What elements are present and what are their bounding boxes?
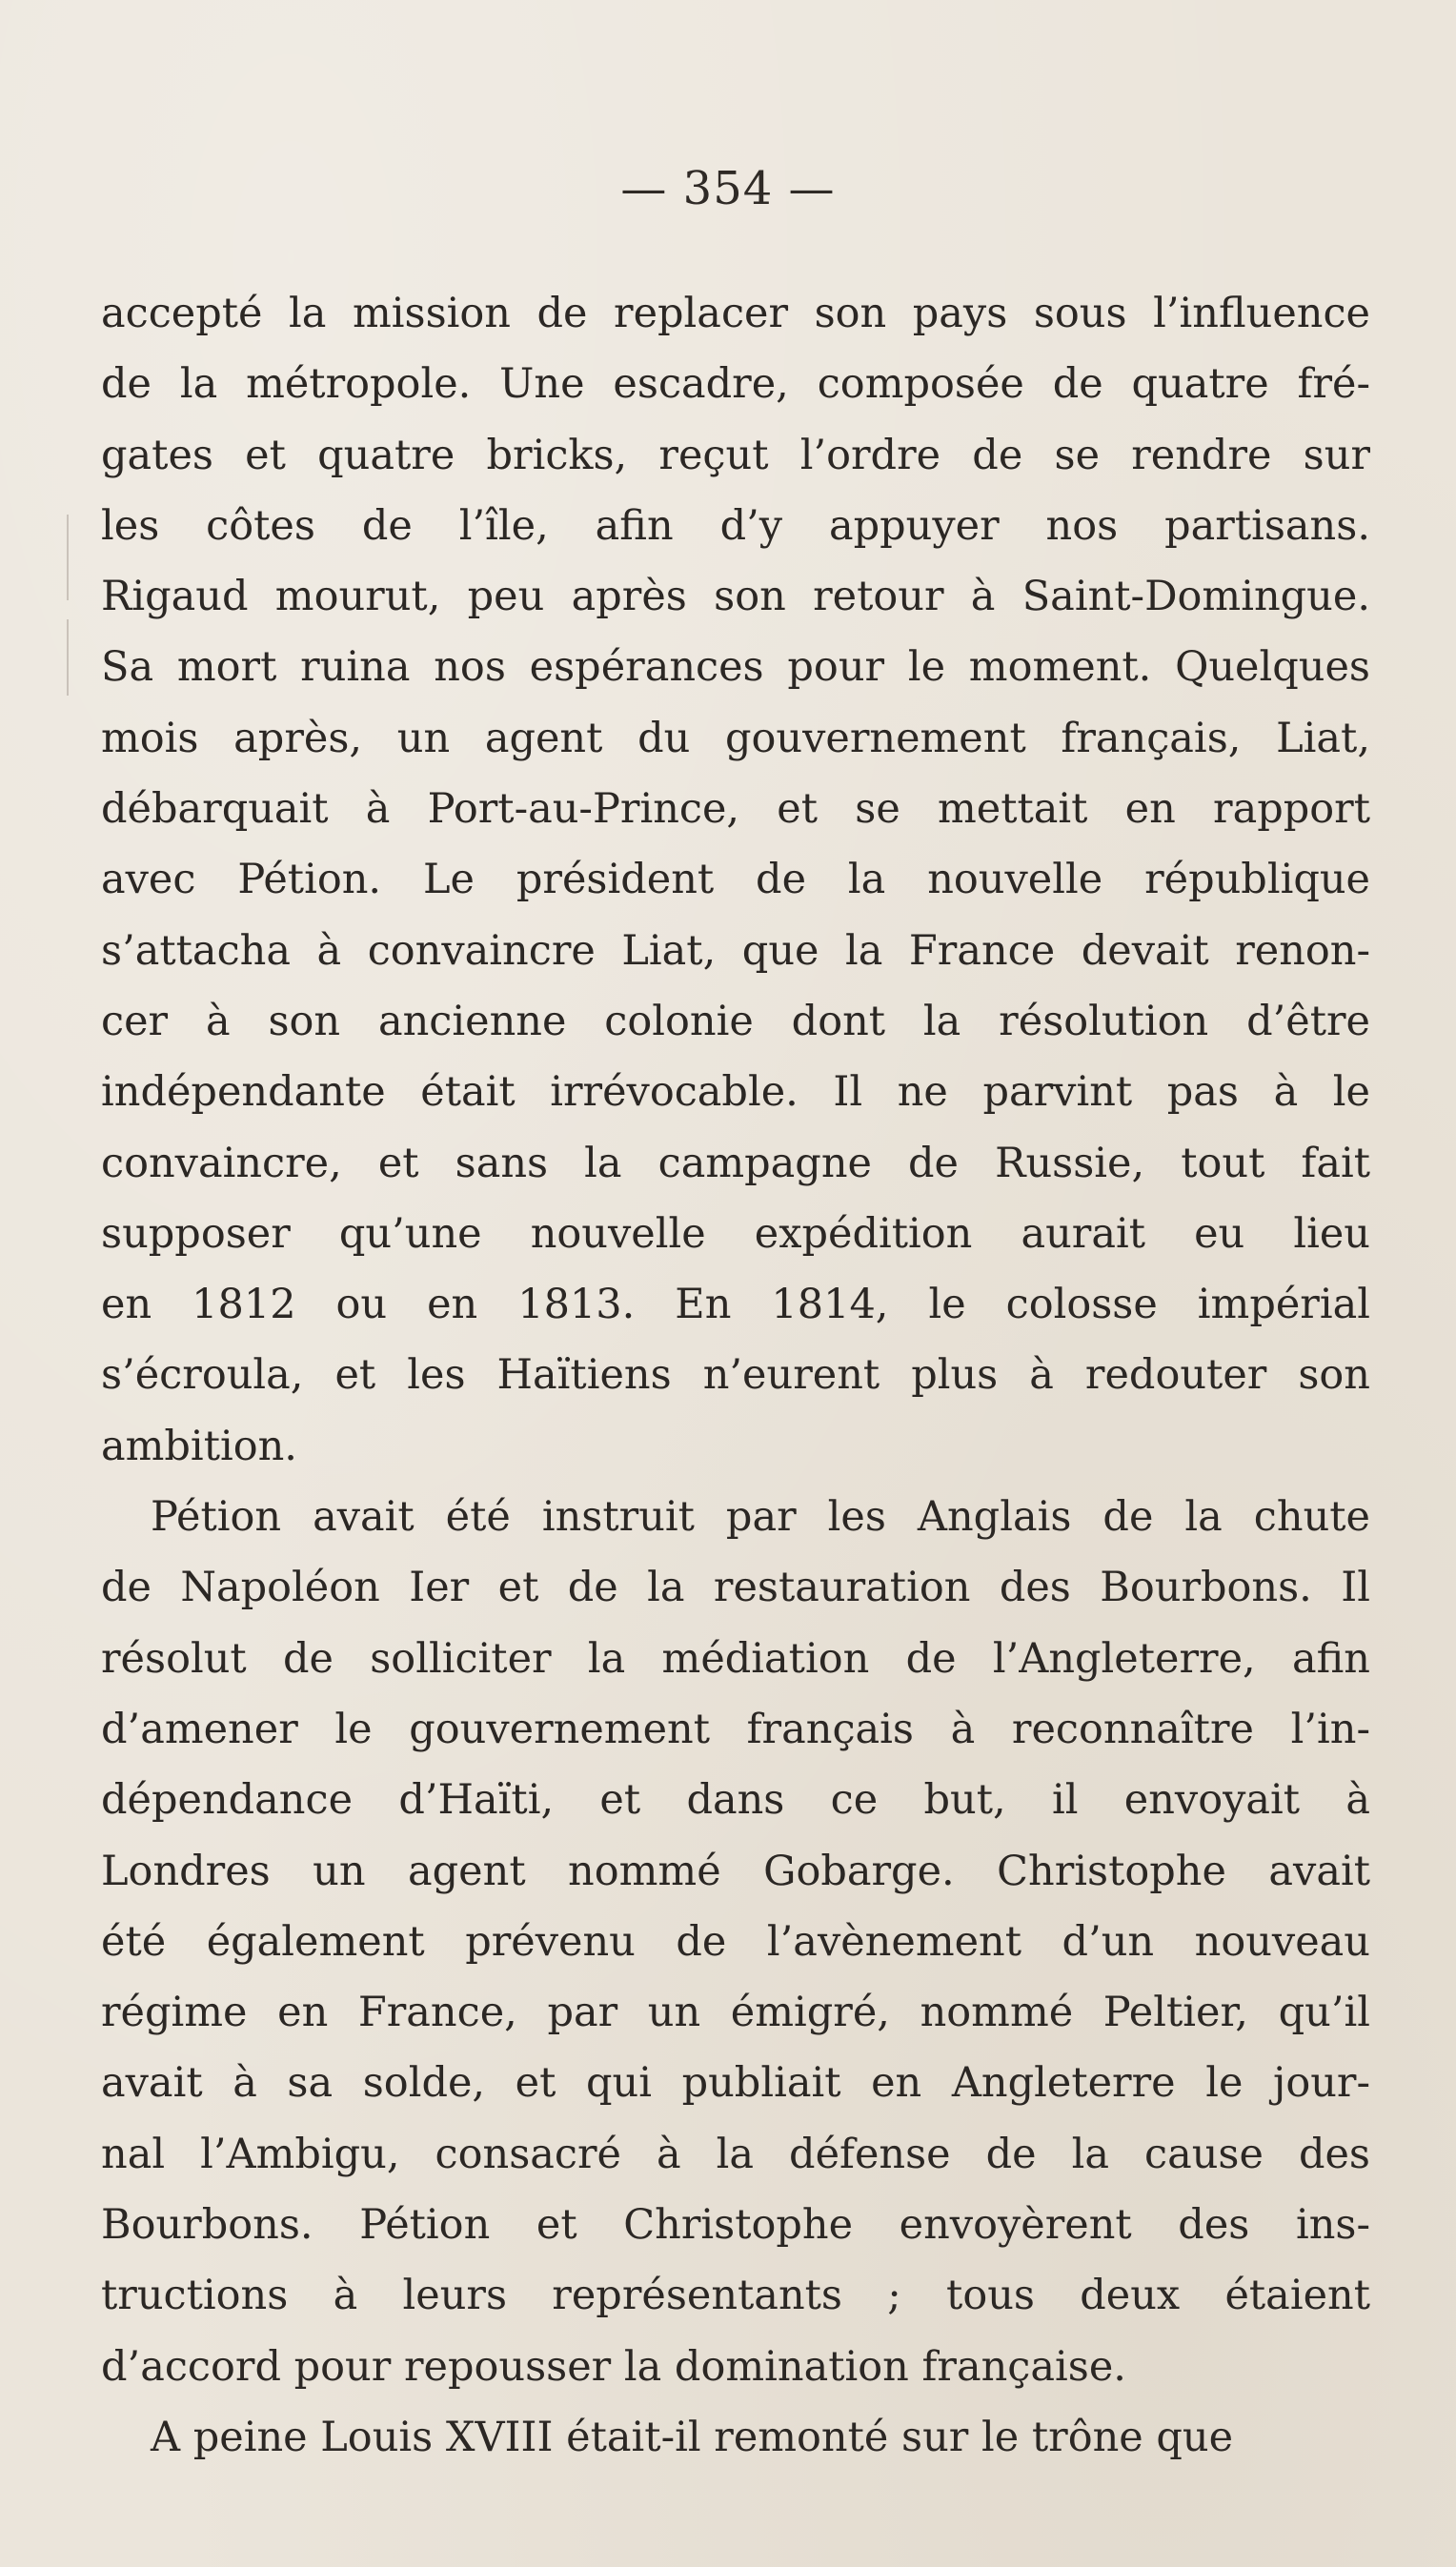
text-line: tructions à leurs représentants ; tous deux étaient <box>101 2272 1370 2320</box>
text-line: supposer qu’une nouvelle expédition aurait eu lieu <box>101 1209 1370 1258</box>
text-line: régime en France, par un émigré, nommé Peltier, qu’il <box>101 1989 1370 2037</box>
text-line: s’écroula, et les Haïtiens n’eurent plus à redouter son <box>101 1351 1370 1400</box>
paragraph <box>101 278 1370 1482</box>
text-line: avec Pétion. Le président de la nouvelle république <box>101 856 1370 904</box>
text-line: débarquait à Port-au-Prince, et se mettait en rapport <box>101 785 1370 834</box>
text-line: de la métropole. Une escadre, composée de quatre fré- <box>101 360 1370 409</box>
text-line: Rigaud mourut, peu après son retour à Saint-Domingue. <box>101 573 1370 621</box>
text-line: de Napoléon Ier et de la restauration des Bourbons. Il <box>101 1564 1370 1612</box>
text-line: convaincre, et sans la campagne de Russie, tout fait <box>101 1139 1370 1187</box>
text-line: d’accord pour repousser la domination française. <box>101 2342 1126 2391</box>
text-line: Bourbons. Pétion et Christophe envoyèrent des ins- <box>101 2201 1370 2250</box>
paragraph <box>101 2402 1370 2473</box>
margin-mark <box>67 619 69 696</box>
text-line: Londres un agent nommé Gobarge. Christophe avait <box>101 1847 1370 1895</box>
text-line: Sa mort ruina nos espérances pour le moment. Quelques <box>101 643 1370 692</box>
text-line: indépendante était irrévocable. Il ne parvint pas à le <box>101 1068 1370 1117</box>
paragraph <box>101 1482 1370 2402</box>
body-text <box>101 278 1370 2473</box>
text-line: en 1812 ou en 1813. En 1814, le colosse impérial <box>101 1281 1370 1329</box>
text-line: nal l’Ambigu, consacré à la défense de la cause des <box>101 2130 1370 2178</box>
text-line: été également prévenu de l’avènement d’un nouveau <box>101 1917 1370 1966</box>
text-line: avait à sa solde, et qui publiait en Angleterre le jour- <box>101 2059 1370 2108</box>
text-line: les côtes de l’île, afin d’y appuyer nos partisans. <box>101 501 1370 550</box>
text-line: accepté la mission de replacer son pays sous l’influence <box>101 290 1370 337</box>
text-line: s’attacha à convaincre Liat, que la France devait renon- <box>101 926 1370 975</box>
margin-mark <box>67 515 69 600</box>
text-line: ambition. <box>101 1422 297 1470</box>
text-line: gates et quatre bricks, reçut l’ordre de se rendre sur <box>101 431 1370 479</box>
text-line: cer à son ancienne colonie dont la résolution d’être <box>101 997 1370 1045</box>
text-line: dépendance d’Haïti, et dans ce but, il envoyait à <box>101 1776 1370 1825</box>
text-line: mois après, un agent du gouvernement français, Liat, <box>101 714 1370 762</box>
text-line: résolut de solliciter la médiation de l’Angleterre, afin <box>101 1634 1370 1683</box>
page-number: — 354 — <box>620 162 836 215</box>
text-line: A peine Louis XVIII était-il remonté sur le trône que <box>151 2413 1234 2461</box>
text-line: Pétion avait été instruit par les Anglais de la chute <box>151 1493 1370 1542</box>
text-line: d’amener le gouvernement français à reconnaître l’in- <box>101 1705 1370 1753</box>
